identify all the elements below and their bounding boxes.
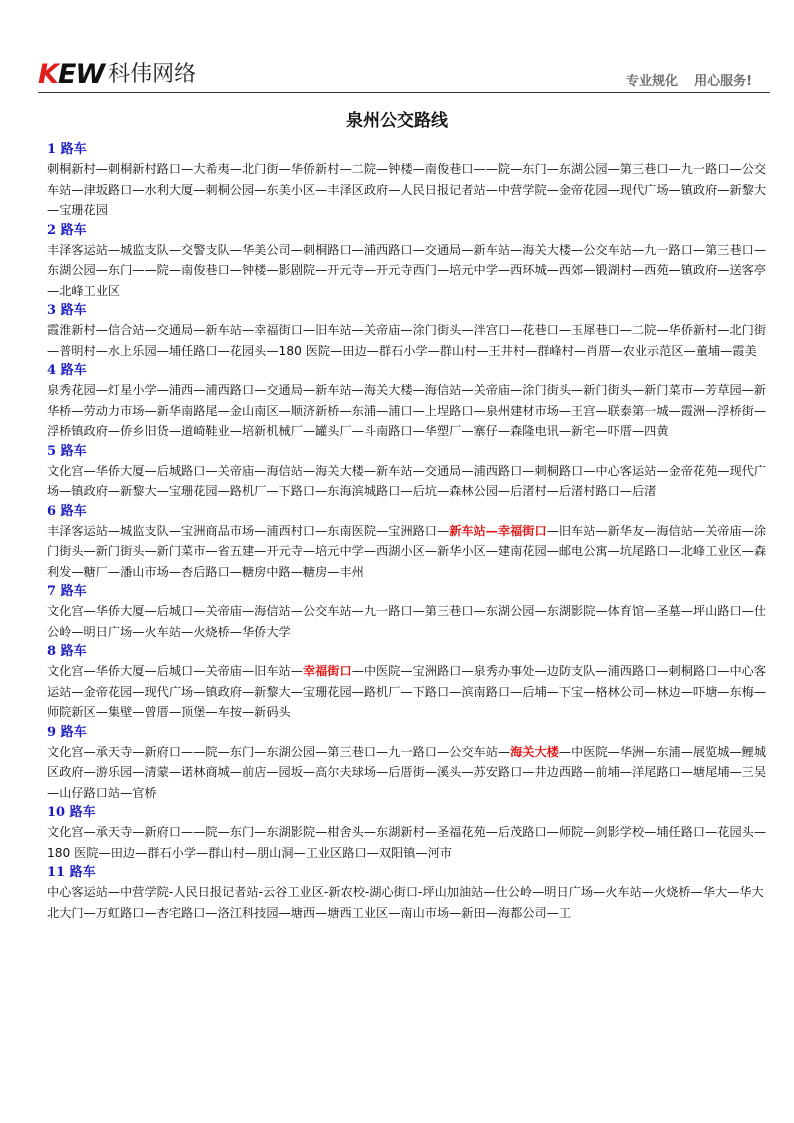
route-item (47, 723, 767, 804)
route-stops (47, 882, 767, 923)
route-title: 4 路车 (47, 363, 87, 378)
route-title: 9 路车 (47, 724, 87, 740)
route-item (47, 502, 767, 583)
route-item (47, 361, 767, 442)
route-stops (47, 380, 767, 442)
stops-text: 文化宫—承天寺—新府口——院—东门—东湖影院—柑舍头—东湖新村—圣福花苑—后茂路口—师院—剑影学校—埔任路口—花园头—180 医院—田边—群石小学—群山村—朋山洞—工业区路口—双阳镇—河市 (47, 825, 767, 860)
stops-text: 文化宫—华侨大厦—后城路口—关帝庙—海信站—海关大楼—新车站—交通局—浦西路口—刺桐路口—中心客运站—金帝花苑—现代广场—镇政府—新黎大—宝珊花园—路机厂—下路口—东海滨城路口—后坑—森林公园—后渚村—后渚村路口—后渚 (47, 463, 767, 498)
page-header (38, 60, 770, 93)
slogan (626, 70, 752, 89)
route-title: 6 路车 (47, 503, 87, 519)
route-title: 7 路车 (47, 584, 87, 599)
route-title: 2 路车 (47, 222, 87, 238)
route-stops (47, 159, 767, 221)
route-title: 5 路车 (47, 443, 87, 459)
route-item (47, 221, 767, 302)
logo-name: 科伟网络 (108, 62, 197, 87)
stops-text: 泉秀花园—灯星小学—浦西—浦西路口—交通局—新车站—海关大楼—海信站—关帝庙—涂门街头—新门街头—新门菜市—芳草园—新华桥—劳动力市场—新华南路尾—金山南区—顺济新桥—东浦—浦口—上埕路口—泉州建材市场—王宫—联泰第一城—霞洲—浮桥街—浮桥镇政府—侨乡旧货—道崎鞋业—培新机械厂—罐头厂—斗南路口—华塑厂—寨仔—森隆电讯—新宅—吓厝—四黄 (47, 383, 767, 438)
route-item (47, 803, 767, 863)
stops-text: 文化宫—承天寺—新府口——院—东门—东湖公园—第三巷口—九一路口—公交车站— (47, 744, 511, 759)
stops-text: —中医院—华洲—东浦—展览城—鲤城区政府—游乐园—清蒙—诺林商城—前店—园坂—高尔夫球场—后厝街—溪头—苏安路口—井边西路—前埔—洋尾路口—塘尾埔—三吴—山仔路口站—官桥 (47, 744, 767, 800)
company-logo (38, 60, 196, 90)
route-title: 10 路车 (47, 805, 96, 820)
stops-text: 中心客运站—中营学院-人民日报记者站-云谷工业区-新农校-湖心街口-坪山加油站—仕公岭—明日广场—火车站—火烧桥—华大—华大北大门—万虹路口—杏宅路口—洛江科技园—塘西—塘西工业区—南山市场—新田—海都公司—工 (47, 885, 764, 920)
stops-text: 文化宫—华侨大厦—后城口—关帝庙—旧车站— (47, 664, 303, 678)
stops-text: 文化宫—华侨大厦—后城口—关帝庙—海信站—公交车站—九一路口—第三巷口—东湖公园—东湖影院—体育馆—圣墓—坪山路口—仕公岭—明日广场—火车站—火烧桥—华侨大学 (47, 604, 767, 639)
highlighted-stop: 新车站—幸福街口 (449, 523, 547, 538)
stops-text: —旧车站—新华友—海信站—关帝庙—涂门街头—新门街头—新门菜市—省五建—开元寺—培元中学—西湖小区—新华小区—建南花园—邮电公寓—坑尾路口—北峰工业区—森利发—糖厂—潘山市场—杏后路口—糖房中路—糖房—丰州 (47, 523, 767, 579)
route-stops (47, 521, 767, 583)
route-stops (47, 601, 767, 642)
highlighted-stop: 幸福街口 (302, 664, 352, 678)
route-item (47, 442, 767, 502)
route-title: 1 路车 (47, 142, 87, 157)
stops-text: —中医院—宝洲路口—泉秀办事处—边防支队—浦西路口—刺桐路口—中心客运站—金帝花园—现代广场—镇政府—新黎大—宝珊花园—路机厂—下路口—滨南路口—后埔—下宝—格林公司—林边—吓塘—东梅—师院新区—集壁—曾厝—顶堡—车按—新码头 (47, 664, 767, 719)
logo-mark-black: EW (57, 59, 105, 90)
logo-mark-red: K (38, 59, 58, 90)
route-stops (47, 320, 767, 361)
route-item (47, 863, 767, 923)
route-stops (47, 240, 767, 302)
stops-text: 丰泽客运站—城监支队—宝洲商品市场—浦西村口—东南医院—宝洲路口— (47, 523, 450, 538)
route-title: 3 路车 (47, 303, 87, 318)
route-list (47, 140, 767, 923)
route-title: 8 路车 (47, 644, 87, 659)
route-item (47, 301, 767, 361)
highlighted-stop: 海关大楼 (510, 744, 559, 759)
route-title: 11 路车 (47, 865, 96, 880)
stops-text: 刺桐新村—刺桐新村路口—大希夷—北门街—华侨新村—二院—钟楼—南俊巷口——院—东门—东湖公园—第三巷口—九一路口—公交车站—津坂路口—水利大厦—刺桐公园—东美小区—丰泽区政府—人民日报记者站—中营学院—金帝花园—现代广场—镇政府—新黎大—宝珊花园 (47, 162, 767, 217)
route-item (47, 642, 767, 723)
logo-mark (38, 60, 104, 90)
route-stops (47, 742, 767, 804)
slogan-right: 用心服务! (694, 74, 752, 89)
route-item (47, 582, 767, 642)
stops-text: 丰泽客运站—城监支队—交警支队—华美公司—刺桐路口—浦西路口—交通局—新车站—海关大楼—公交车站—九一路口—第三巷口—东湖公园—东门——院—南俊巷口—钟楼—影剧院—开元寺—开元寺西门—培元中学—西环城—西郊—锻湖村—西苑—镇政府—送客亭—北峰工业区 (47, 242, 767, 298)
slogan-left: 专业规化 (626, 74, 679, 89)
page-title: 泉州公交路线 (346, 111, 448, 131)
route-stops (47, 661, 767, 723)
route-item (47, 140, 767, 221)
route-stops (47, 822, 767, 863)
stops-text: 霞淮新村—信合站—交通局—新车站—幸福街口—旧车站—关帝庙—涂门街头—泮宫口—花巷口—玉犀巷口—二院—华侨新村—北门街—普明村—水上乐园—埔任路口—花园头—180 医院—田边—群石小学—群山村—王井村—群峰村—肖厝—农业示范区—董埔—霞美 (47, 323, 767, 358)
route-stops (47, 461, 767, 502)
